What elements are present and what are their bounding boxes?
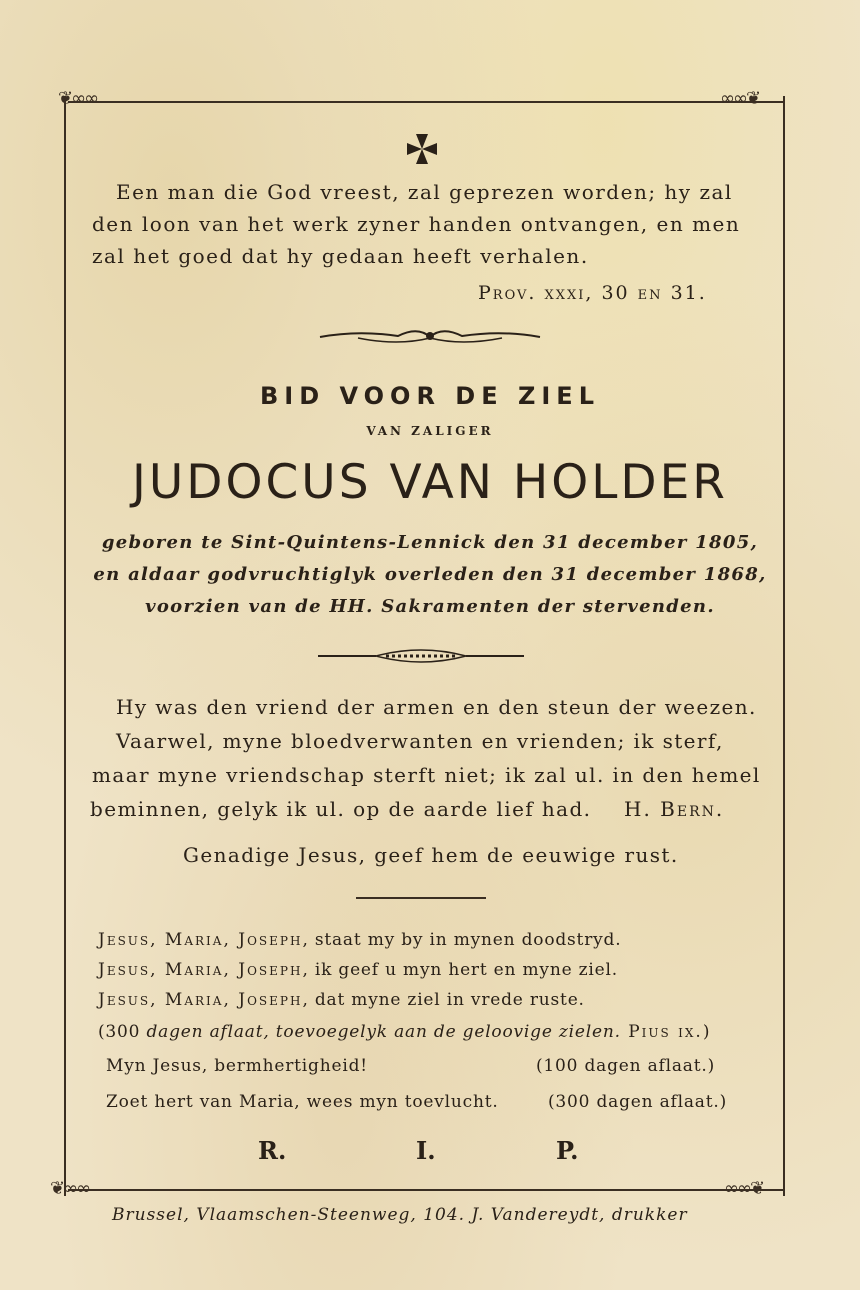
printer-imprint: Brussel, Vlaamschen-Steenweg, 104. J. Vandereydt, drukker bbox=[112, 1205, 688, 1225]
prayer-line-5: Zoet hert van Maria, wees myn toevlucht. bbox=[106, 1092, 499, 1112]
deceased-name: JUDOCUS VAN HOLDER bbox=[132, 455, 728, 510]
prayer-line-5-aflaat: (300 dagen aflaat.) bbox=[548, 1092, 727, 1112]
rip-p: P. bbox=[556, 1136, 579, 1165]
border-bottom bbox=[68, 1189, 784, 1191]
rip-r: R. bbox=[258, 1136, 287, 1165]
heading-van-zaliger: VAN ZALIGER bbox=[366, 424, 494, 438]
border-top bbox=[68, 101, 784, 103]
indulgence-note: (300 dagen aflaat, toevoegelyk aan de geloovige zielen. Pius ix.) bbox=[98, 1022, 712, 1042]
ornament-corner-top-left-icon: ❦∞∞ bbox=[58, 88, 98, 109]
detail-birth: geboren te Sint-Quintens-Lennick den 31 december 1805, bbox=[101, 532, 759, 553]
detail-death: en aldaar godvruchtiglyk overleden den 31 december 1868, bbox=[93, 564, 767, 585]
rip-i: I. bbox=[416, 1136, 436, 1165]
detail-sacraments: voorzien van de HH. Sakramenten der stervenden. bbox=[145, 596, 715, 617]
quote-line-1: Een man die God vreest, zal geprezen worden; hy zal bbox=[116, 180, 733, 204]
ornament-corner-bottom-right-icon: ∞∞❦ bbox=[724, 1178, 764, 1199]
tribute-signature: H. Bern. bbox=[624, 797, 725, 821]
quote-reference: Prov. xxxi, 30 en 31. bbox=[478, 282, 707, 304]
prayer-line-2: Jesus, Maria, Joseph, ik geef u myn hert en myne ziel. bbox=[98, 960, 618, 980]
border-right bbox=[783, 96, 785, 1196]
ornament-divider-icon bbox=[318, 324, 542, 350]
border-left bbox=[64, 96, 66, 1196]
tribute-line-2: Vaarwel, myne bloedverwanten en vrienden; ik sterf, bbox=[116, 729, 724, 753]
prayer-line-4-aflaat: (100 dagen aflaat.) bbox=[536, 1056, 715, 1076]
tribute-prayer: Genadige Jesus, geef hem de eeuwige rust. bbox=[183, 843, 679, 867]
cross-pattee-icon bbox=[405, 132, 439, 166]
ornament-corner-top-right-icon: ∞∞❦ bbox=[720, 88, 760, 109]
tribute-line-1: Hy was den vriend der armen en den steun der weezen. bbox=[116, 695, 757, 719]
quote-line-2: den loon van het werk zyner handen ontvangen, en men bbox=[92, 212, 741, 236]
tribute-line-3: maar myne vriendschap sterft niet; ik zal ul. in den hemel bbox=[92, 763, 761, 787]
prayer-line-1: Jesus, Maria, Joseph, staat my by in mynen doodstryd. bbox=[98, 930, 622, 950]
heading-bid-voor-de-ziel: BID VOOR DE ZIEL bbox=[260, 382, 600, 410]
prayer-line-3: Jesus, Maria, Joseph, dat myne ziel in vrede ruste. bbox=[98, 990, 585, 1010]
ornament-corner-bottom-left-icon: ❦∞∞ bbox=[50, 1178, 90, 1199]
prayer-line-4: Myn Jesus, bermhertigheid! bbox=[106, 1056, 368, 1076]
ornament-divider-icon bbox=[316, 646, 526, 666]
short-divider bbox=[356, 897, 486, 899]
quote-line-3: zal het goed dat hy gedaan heeft verhalen. bbox=[92, 244, 589, 268]
tribute-line-4: beminnen, gelyk ik ul. op de aarde lief had. bbox=[90, 797, 592, 821]
